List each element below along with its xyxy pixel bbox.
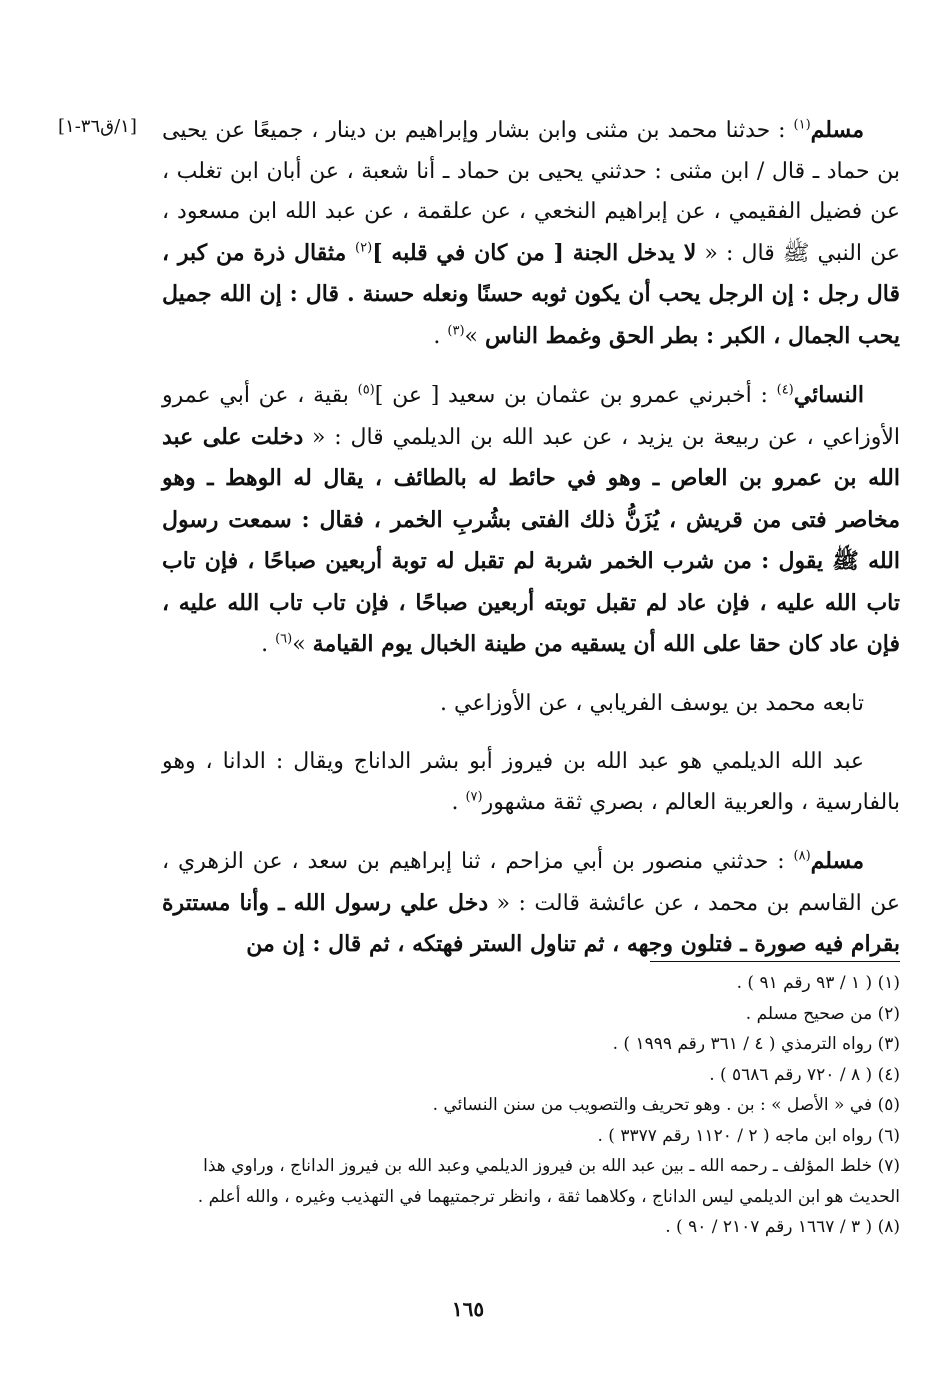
bold-text-segment: لا يدخل الجنة [ من كان في قلبه ] <box>372 239 697 266</box>
bold-text-segment: دخل علي رسول الله ـ وأنا مستترة بقرام فيه صورة ـ فتلون وجهه ، ثم تناول الستر فهتكه ، ثم قال : إن من <box>162 889 900 957</box>
footnote-item <box>162 1212 900 1243</box>
footnote-marker: (١) <box>793 117 811 133</box>
footnotes <box>162 968 900 1243</box>
footnote-text: رواه ابن ماجه ( ٢ / ١١٢٠ رقم ٣٣٧٧ ) . <box>597 1125 873 1146</box>
footnote-marker: (٨) <box>793 848 811 864</box>
bold-text-segment: النسائي <box>793 382 864 408</box>
footnote-text: ( ١ / ٩٣ رقم ٩١ ) . <box>736 973 873 993</box>
footnote-item <box>162 1029 900 1060</box>
text-segment: تابعه محمد بن يوسف الفريابي ، عن الأوزاعي . <box>440 690 864 716</box>
footnote-item <box>162 999 900 1030</box>
text-segment: عبد الله الديلمي هو عبد الله بن فيروز أبو بشر الداناج ويقال : الدانا ، وهو بالفارسية ، والعربية العالم ، بصري ثقة مشهور <box>162 749 900 815</box>
bold-text-segment: مثقال ذرة من كبر ، قال رجل : إن الرجل يحب أن يكون ثوبه حسنًا ونعله حسنة . قال : إن الله جميل يحب الجمال ، الكبر : بطر الحق وغمط الناس <box>162 239 900 349</box>
footnote-text: في « الأصل » : بن . وهو تحريف والتصويب من سنن النسائي . <box>432 1095 873 1115</box>
footnote-text: ( ٨ / ٧٢٠ رقم ٥٦٨٦ ) . <box>709 1064 873 1085</box>
footnote-number: (٤) <box>877 1064 900 1085</box>
paragraph-muslim-hadith <box>162 110 900 357</box>
bold-text-segment: دخلت على عبد الله بن عمرو بن العاص ـ وهو في حائط له بالطائف ، يقال له الوهط ـ وهو مخاصر فتى من قريش ، يُزَنُّ ذلك الفتى بشُربِ الخمر ، فقال : سمعت رسول الله ﷺ يقول : من شرب الخمر شربة لم تقبل له توبة أربعين صباحًا ، فإن تاب تاب الله عليه ، فإن عاد لم تقبل توبته أربعين صباحًا ، فإن تاب تاب الله عليه ، فإن عاد كان حقا على الله أن يسقيه من طينة الخبال يوم القيامة <box>162 423 900 657</box>
footnote-marker: (٢) <box>355 240 373 256</box>
footnote-text: ( ٣ / ١٦٦٧ رقم ٢١٠٧ / ٩٠ ) . <box>665 1217 873 1237</box>
text-segment: : أخبرني عمرو بن عثمان بن سعيد [ عن ] <box>374 383 777 408</box>
footnote-number: (٢) <box>877 1003 900 1024</box>
text-segment: : حدثنا محمد بن مثنى وابن بشار وإبراهيم بن دينار ، جميعًا عن يحيى بن حماد ـ قال / ابن مثنى : حدثني يحيى بن حماد ـ أنا شعبة ، عن أبان ابن تغلب ، عن فضيل الفقيمي ، عن إبراهيم النخعي ، عن علقمة ، عن عبد الله ابن مسعود ، عن النبي ﷺ قال : « <box>162 118 900 266</box>
footnote-item <box>162 968 900 999</box>
paragraph-nasai-hadith <box>162 375 900 666</box>
footnote-number: (٦) <box>877 1125 900 1146</box>
bold-text-segment: مسلم <box>810 848 864 874</box>
footnote-marker: (٣) <box>447 323 465 339</box>
text-segment: : حدثني منصور بن أبي مزاحم ، ثنا إبراهيم بن سعد ، عن الزهري ، عن القاسم بن محمد ، عن عائشة قالت : « <box>162 849 901 916</box>
paragraph-muslim-aisha-hadith <box>162 841 900 966</box>
text-segment: » <box>464 323 485 349</box>
text-segment: بقية ، عن أبي عمرو الأوزاعي ، عن ربيعة بن يزيد ، عن عبد الله بن الديلمي قال : « <box>162 383 900 450</box>
footnote-text: رواه الترمذي ( ٤ / ٣٦١ رقم ١٩٩٩ ) . <box>612 1034 873 1054</box>
footnote-number: (٧) <box>877 1156 900 1176</box>
paragraph-follow-up-note <box>162 684 900 725</box>
footnote-marker: (٤) <box>776 382 794 398</box>
text-segment: . <box>261 632 276 657</box>
footnote-item <box>162 1121 900 1152</box>
footnote-marker: (٦) <box>275 631 293 647</box>
footnote-number: (٣) <box>877 1034 900 1054</box>
text-segment: » <box>292 632 313 657</box>
footnote-text: خلط المؤلف ـ رحمه الله ـ بين عبد الله بن فيروز الديلمي وعبد الله بن فيروز الداناج ، وراوي هذا الحديث هو ابن الديلمي ليس الداناج ، وكلاهما ثقة ، وانظر ترجمتيهما في التهذيب وغيره ، والله أعلم . <box>197 1156 900 1207</box>
footnote-number: (١) <box>877 973 900 993</box>
page-number: ١٦٥ <box>451 1297 485 1321</box>
text-segment: . <box>433 323 448 349</box>
footnote-separator <box>650 961 900 962</box>
footnote-item <box>162 1090 900 1121</box>
footnote-item <box>162 1151 900 1212</box>
footnote-number: (٥) <box>877 1095 900 1115</box>
footnote-text: من صحيح مسلم . <box>745 1003 873 1024</box>
text-segment: . <box>451 789 466 815</box>
footnote-marker: (٧) <box>465 789 483 805</box>
footnote-marker: (٥) <box>357 382 375 398</box>
paragraph-narrator-note <box>162 742 900 823</box>
manuscript-folio-reference: [١/ق٣٦-١] <box>58 116 137 137</box>
bold-text-segment: مسلم <box>810 117 864 143</box>
main-text <box>162 110 900 966</box>
footnote-item <box>162 1060 900 1091</box>
footnote-number: (٨) <box>877 1217 900 1237</box>
